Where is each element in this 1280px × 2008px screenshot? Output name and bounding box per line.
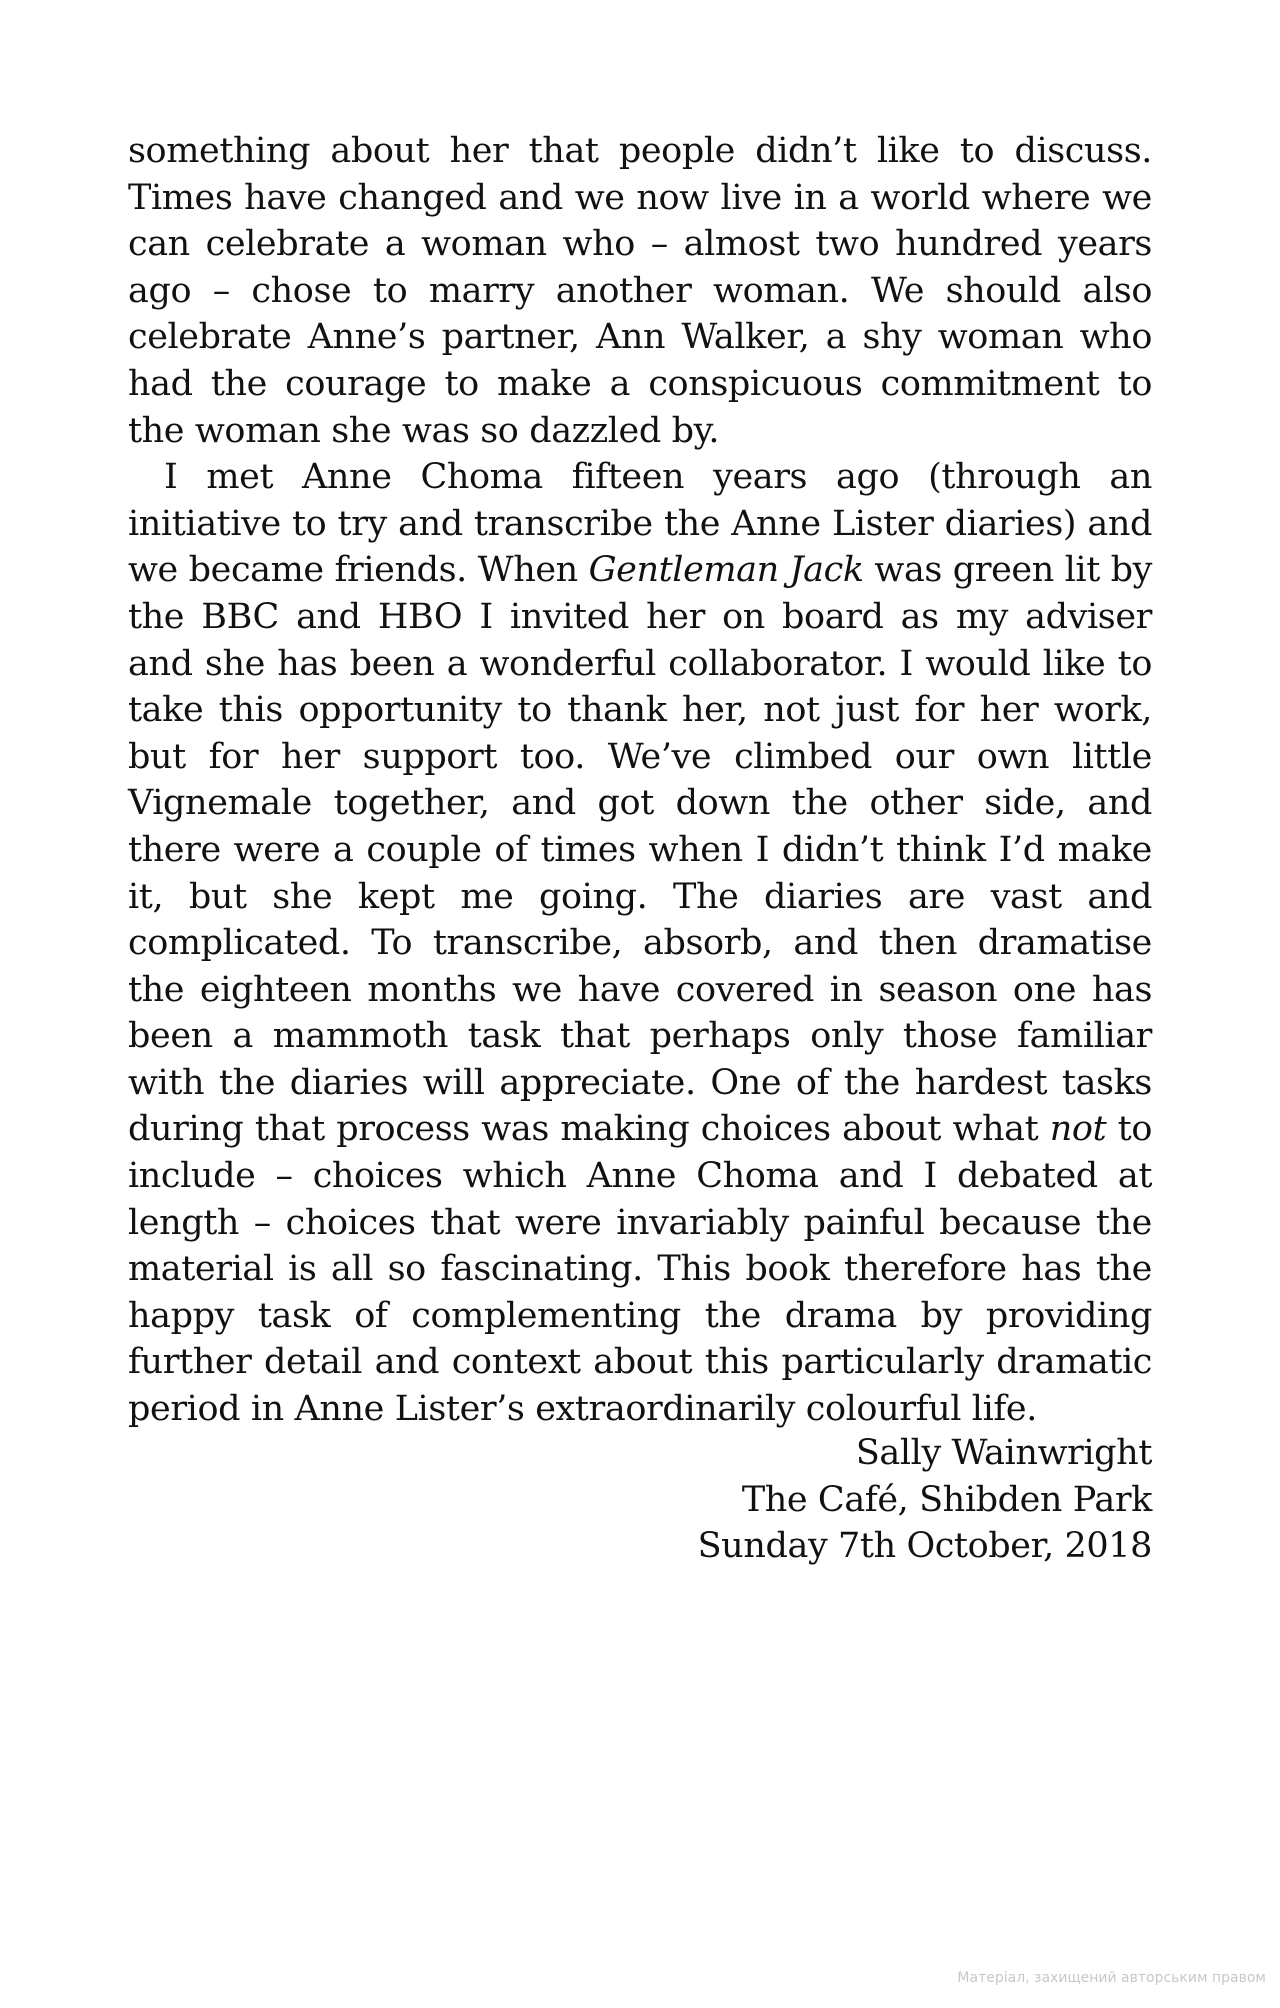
author-name: Sally Wainwright — [855, 1433, 1152, 1473]
paragraph-2 — [128, 454, 1152, 1432]
author-place: The Café, Shibden Park — [741, 1479, 1152, 1520]
paragraph-2-part-1: I met Anne Choma fifteen years ago (through an initiative to try and transcribe the Anne Lister diaries) and we became friends. When — [128, 457, 1152, 591]
signature-block — [698, 1430, 1152, 1570]
page-body — [128, 128, 1152, 1433]
author-date: Sunday 7th October, 2018 — [697, 1526, 1152, 1567]
paragraph-1: something about her that people didn’t like to discuss. Times have changed and we now live in a world where we can celebrate a woman who – almost two hundred years ago – chose to marry another woman. We should also celebrate Anne’s partner, Ann Walker, a shy woman who had the courage to make a conspicuous commitment to the woman she was so dazzled by. — [128, 131, 1152, 451]
paragraph-2-part-3: to include – choices which Anne Choma and I debated at length – choices that were invariably painful because the material is all so fascinating. This book therefore has the happy task of complementing the drama by providing further detail and context about this particularly dramatic period in Anne Lister’s extraordinarily colourful life. — [128, 1109, 1153, 1430]
title-gentleman-jack: Gentleman Jack — [588, 550, 864, 591]
paragraph-2-part-2: was green lit by the BBC and HBO I invited her on board as my adviser and she has been a wonderful collaborator. I would like to take this opportunity to thank her, not just for her work, but for her support too. We’ve climbed our own little Vignemale together, and got down the other side, and there were a couple of times when I didn’t think I’d make it, but she kept me going. The diaries are vast and complicated. To transcribe, absorb, and then dramatise the eighteen months we have covered in season one has been a mammoth task that perhaps only those familiar with the diaries will appreciate. One of the hardest tasks during that process was making choices about what — [128, 550, 1152, 1150]
emphasis-not: not — [1049, 1109, 1107, 1150]
copyright-watermark: Матеріал, захищений авторським правом — [957, 1970, 1266, 1986]
